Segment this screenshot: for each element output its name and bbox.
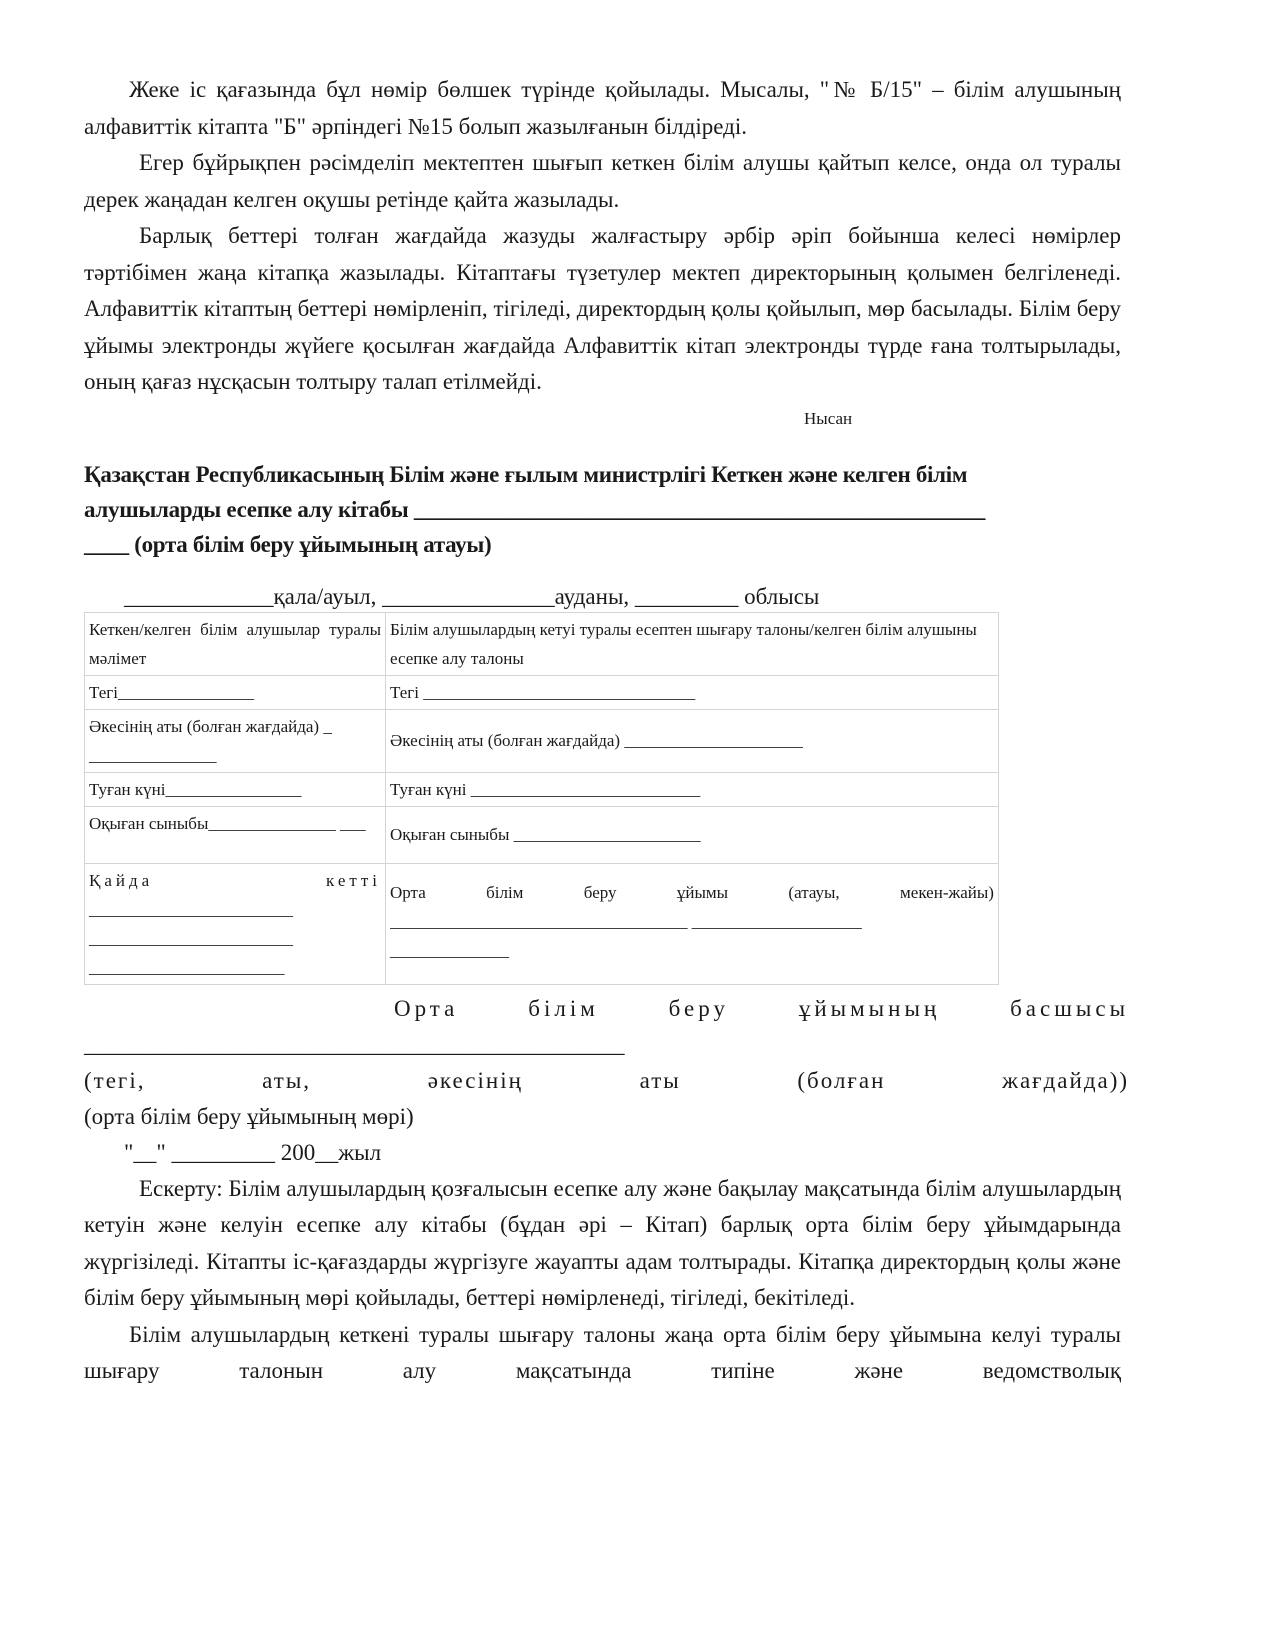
header-right-cell: Білім алушылардың кетуі туралы есептен шығару талоны/келген білім алушыны есепке алу талоны (386, 612, 999, 675)
director-signature-title (394, 991, 1129, 1027)
signature-title-word: білім (528, 995, 599, 1021)
school-seal-caption: (орта білім беру ұйымының мөрі) (84, 1103, 414, 1129)
destination-right-cell[interactable] (386, 863, 999, 984)
document-page (84, 72, 1130, 1390)
form-title-line-2: алушыларды есепке алу кітабы ___________________________________________________ (84, 496, 986, 522)
table-row-surname (85, 675, 999, 709)
patronymic-right-field[interactable]: Әкесінің аты (болған жағдайда) _____________________ (386, 709, 999, 772)
paragraph-returning-student: Егер бұйрықпен рәсімделіп мектептен шығып кеткен білім алушы қайтып келсе, онда ол туралы дерек жаңадан келген оқушы ретінде қайта жазылады. (84, 150, 1121, 212)
patronymic-left-field[interactable]: Әкесінің аты (болған жағдайда) _ _______________ (85, 709, 386, 772)
signature-title-word: басшысы (1010, 995, 1130, 1021)
registration-form-table (84, 612, 999, 985)
school-heading-word: мекен-жайы) (900, 882, 994, 902)
header-left-cell: Кеткен/келген білім алушылар туралы мәлімет (85, 612, 386, 675)
school-heading (390, 878, 994, 907)
director-name-caption (84, 1063, 1129, 1099)
school-heading-word: ұйымы (676, 882, 729, 902)
school-heading-word: беру (583, 882, 617, 902)
form-title-line-3: ____ (орта білім беру ұйымының атауы) (84, 531, 492, 557)
paragraph-note: Ескерту: Білім алушылардың қозғалысын есепке алу және бақылау мақсатында білім алушылардың кетуін және келуін есепке алу кітабы (бұдан әрі – Кітап) барлық орта білім беру ұйымдарында жүргізіледі. Кітапты іс-қағаздарды жүргізуге жауапты адам толтырады. Кітапқа директордың қолы және білім беру ұйымының мөрі қойылады, беттері нөмірленеді, тігіледі, бекітіледі. (84, 1175, 1121, 1310)
grade-left-field[interactable]: Оқыған сыныбы_______________ ___ (85, 806, 386, 863)
table-row-destination (85, 863, 999, 984)
destination-blank-line-2[interactable]: ________________________ (89, 928, 293, 948)
form-label: Нысан (804, 408, 853, 428)
name-caption-word: (болған (797, 1067, 886, 1093)
school-blank-line-2[interactable]: ______________ (390, 940, 509, 960)
name-caption-word: жағдайда)) (1002, 1067, 1130, 1093)
director-signature-line[interactable]: _______________________________________________ (84, 1031, 625, 1057)
paragraph-case-number: Жеке іс қағазында бұл нөмір бөлшек түрінде қойылады. Мысалы, "№ Б/15" – білім алушының алфавиттік кітапта "Б" әрпіндегі №15 болып жазылғанын білдіреді. (84, 77, 1121, 139)
paragraph-full-book: Барлық беттері толған жағдайда жазуды жалғастыру әрбір әріп бойынша келесі нөмірлер тәртібімен жаңа кітапқа жазылады. Кітаптағы түзетулер мектеп директорының қолымен белгіленеді. Алфавиттік кітаптың беттері нөмірленіп, тігіледі, директордың қолы қойылып, мөр басылады. Білім беру ұйымы электронды жүйеге қосылған жағдайда Алфавиттік кітап электронды түрде ғана толтырылады, оның қағаз нұсқасын толтыру талап етілмейді. (84, 223, 1121, 394)
surname-left-field[interactable]: Тегі________________ (85, 675, 386, 709)
surname-right-field[interactable]: Тегі ________________________________ (386, 675, 999, 709)
destination-blank-line-3[interactable]: _______________________ (89, 957, 285, 977)
signature-title-word: Орта (394, 995, 459, 1021)
table-row-patronymic (85, 709, 999, 772)
form-title (84, 457, 1121, 562)
name-caption-word: аты (639, 1067, 681, 1093)
school-heading-word: білім (486, 882, 524, 902)
destination-blank-line-1[interactable]: ________________________ (89, 899, 293, 919)
grade-right-field[interactable]: Оқыған сыныбы ______________________ (386, 806, 999, 863)
destination-heading (89, 866, 381, 895)
table-header-row (85, 612, 999, 675)
paragraph-departure-ticket: Білім алушылардың кеткені туралы шығару талоны жаңа орта білім беру ұйымына келуі туралы шығару талонын алу мақсатында типіне және ведомстволық (84, 1321, 1121, 1383)
name-caption-word: аты, (262, 1067, 312, 1093)
birthdate-right-field[interactable]: Туған күні ___________________________ (386, 772, 999, 806)
destination-heading-went: кетті (326, 870, 381, 890)
school-blank-line-1[interactable]: ___________________________________ ____________________ (390, 911, 862, 931)
name-caption-word: (тегі, (84, 1067, 146, 1093)
destination-heading-where: Қайда (89, 870, 154, 890)
signature-title-word: беру (668, 995, 729, 1021)
destination-left-cell[interactable] (85, 863, 386, 984)
school-heading-word: Орта (390, 882, 426, 902)
date-line[interactable]: "__" _________ 200__жыл (124, 1139, 382, 1165)
table-row-grade (85, 806, 999, 863)
signature-title-word: ұйымының (798, 995, 941, 1021)
location-line: _____________қала/ауыл, _______________ауданы, _________ облысы (124, 583, 820, 609)
table-row-birthdate (85, 772, 999, 806)
school-heading-word: (атауы, (788, 882, 840, 902)
birthdate-left-field[interactable]: Туған күні________________ (85, 772, 386, 806)
name-caption-word: әкесінің (427, 1067, 523, 1093)
form-title-line-1: Қазақстан Республикасының Білім және ғылым министрлігі Кеткен және келген білім (84, 461, 968, 487)
